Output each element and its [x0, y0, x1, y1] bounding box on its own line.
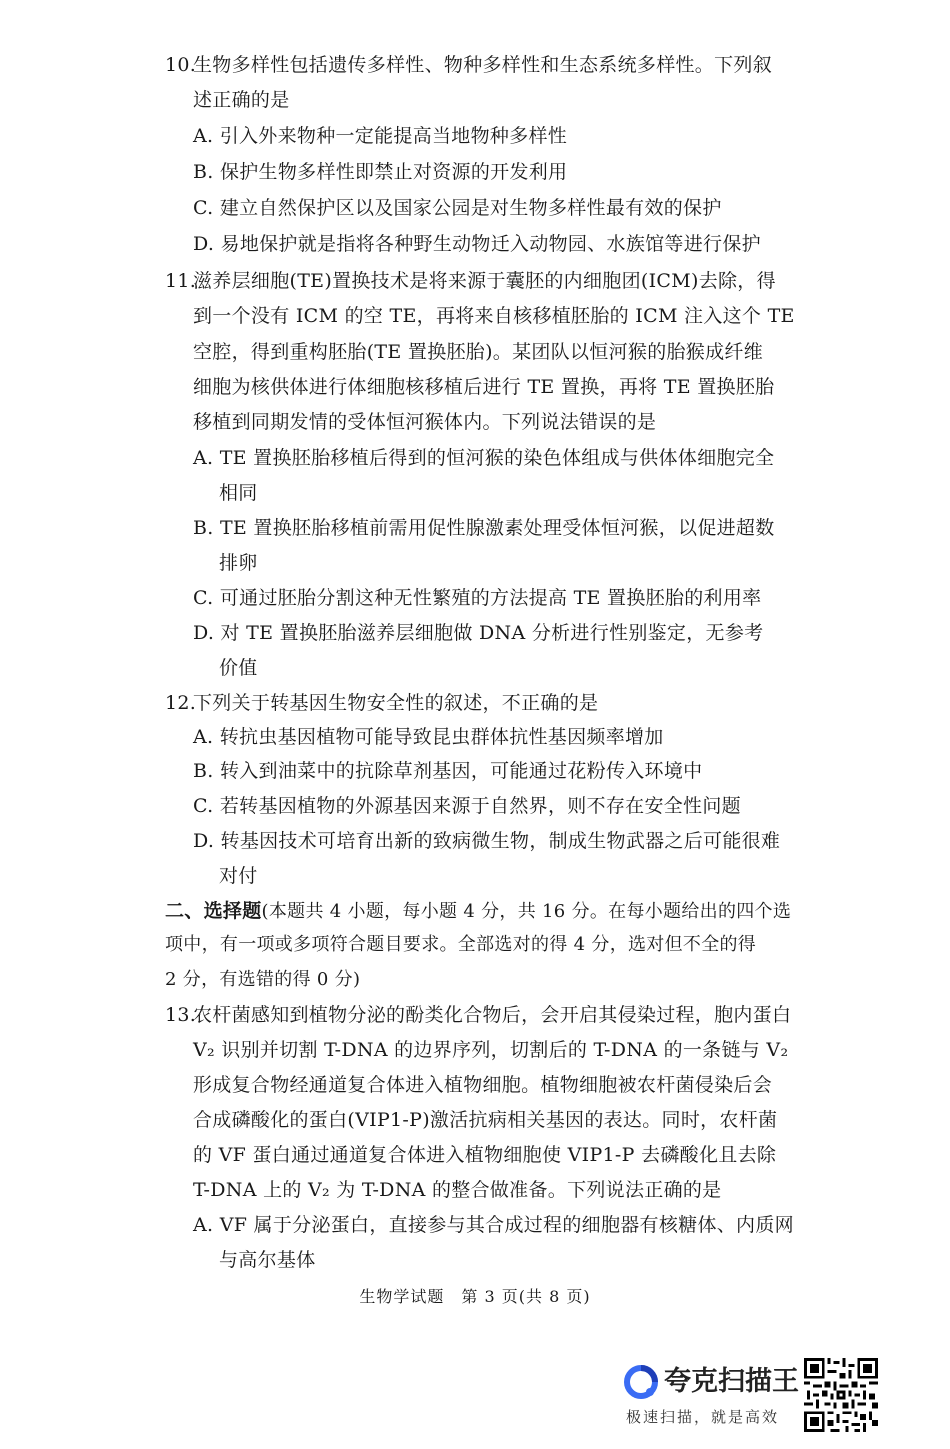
option-a: A. VF 属于分泌蛋白，直接参与其合成过程的细胞器有核糖体、内质网: [193, 1214, 794, 1236]
option-d: D. 转基因技术可培育出新的致病微生物，制成生物武器之后可能很难: [193, 830, 781, 852]
option-b: B. 保护生物多样性即禁止对资源的开发利用: [193, 161, 568, 183]
question-stem-line: 合成磷酸化的蛋白(VIP1-P)激活抗病相关基因的表达。同时，农杆菌: [193, 1109, 778, 1131]
question-stem-line: V₂ 识别并切割 T-DNA 的边界序列，切割后的 T-DNA 的一条链与 V₂: [193, 1039, 789, 1061]
question-number: 11.: [165, 270, 197, 292]
scanner-brand-name: 夸克扫描王: [664, 1366, 799, 1397]
question-stem-line: 下列关于转基因生物安全性的叙述，不正确的是: [193, 692, 599, 714]
question-stem-line: 到一个没有 ICM 的空 TE，再将来自核移植胚胎的 ICM 注入这个 TE: [193, 305, 795, 327]
option-b-continued: 排卵: [219, 552, 258, 574]
question-stem-line: T-DNA 上的 V₂ 为 T-DNA 的整合做准备。下列说法正确的是: [193, 1179, 722, 1201]
question-stem-line: 的 VF 蛋白通过通道复合体进入植物细胞使 VIP1-P 去磷酸化且去除: [193, 1144, 777, 1166]
section-instructions-line: (本题共 4 小题，每小题 4 分，共 16 分。在每小题给出的四个选: [261, 901, 792, 922]
scanner-watermark: [624, 1363, 804, 1433]
scanner-tagline: 极速扫描，就是高效: [626, 1408, 780, 1426]
question-number: 13.: [165, 1004, 197, 1026]
section-heading-line: [165, 898, 791, 925]
option-a-continued: 与高尔基体: [219, 1249, 316, 1271]
page-footer: 生物学试题 第 3 页(共 8 页): [359, 1287, 591, 1306]
question-stem-line: 空腔，得到重构胚胎(TE 置换胚胎)。某团队以恒河猴的胎猴成纤维: [193, 341, 764, 363]
option-d-continued: 对付: [219, 865, 258, 887]
option-a-continued: 相同: [219, 482, 258, 504]
question-stem-line: 农杆菌感知到植物分泌的酚类化合物后，会开启其侵染过程，胞内蛋白: [193, 1004, 792, 1026]
question-stem-line: 细胞为核供体进行体细胞核移植后进行 TE 置换，再将 TE 置换胚胎: [193, 376, 775, 398]
question-stem-line: 移植到同期发情的受体恒河猴体内。下列说法错误的是: [193, 411, 657, 433]
question-number: 12.: [165, 692, 197, 714]
option-c: C. 若转基因植物的外源基因来源于自然界，则不存在安全性问题: [193, 795, 741, 817]
question-stem-line: 述正确的是: [193, 89, 290, 111]
section-instructions-line: 项中，有一项或多项符合题目要求。全部选对的得 4 分，选对但不全的得: [165, 934, 757, 955]
option-b: B. 转入到油菜中的抗除草剂基因，可能通过花粉传入环境中: [193, 760, 703, 782]
qr-code-icon: [804, 1358, 878, 1432]
section-instructions-line: 2 分，有选错的得 0 分): [165, 969, 361, 990]
quark-logo-icon: [624, 1365, 658, 1399]
option-a: A. 转抗虫基因植物可能导致昆虫群体抗性基因频率增加: [193, 726, 664, 748]
option-b: B. TE 置换胚胎移植前需用促性腺激素处理受体恒河猴，以促进超数: [193, 517, 775, 539]
question-number: 10.: [165, 54, 197, 76]
option-d: D. 易地保护就是指将各种野生动物迁入动物园、水族馆等进行保护: [193, 233, 761, 255]
option-d: D. 对 TE 置换胚胎滋养层细胞做 DNA 分析进行性别鉴定，无参考: [193, 622, 764, 644]
option-a: A. 引入外来物种一定能提高当地物种多样性: [193, 125, 568, 147]
question-stem-line: 形成复合物经通道复合体进入植物细胞。植物细胞被农杆菌侵染后会: [193, 1074, 773, 1096]
section-heading: 二、选择题: [165, 900, 262, 922]
option-c: C. 可通过胚胎分割这种无性繁殖的方法提高 TE 置换胚胎的利用率: [193, 587, 762, 609]
option-c: C. 建立自然保护区以及国家公园是对生物多样性最有效的保护: [193, 197, 722, 219]
question-stem-line: 生物多样性包括遗传多样性、物种多样性和生态系统多样性。下列叙: [193, 54, 773, 76]
option-a: A. TE 置换胚胎移植后得到的恒河猴的染色体组成与供体体细胞完全: [193, 447, 775, 469]
option-d-continued: 价值: [219, 657, 258, 679]
question-stem-line: 滋养层细胞(TE)置换技术是将来源于囊胚的内细胞团(ICM)去除，得: [193, 270, 776, 292]
